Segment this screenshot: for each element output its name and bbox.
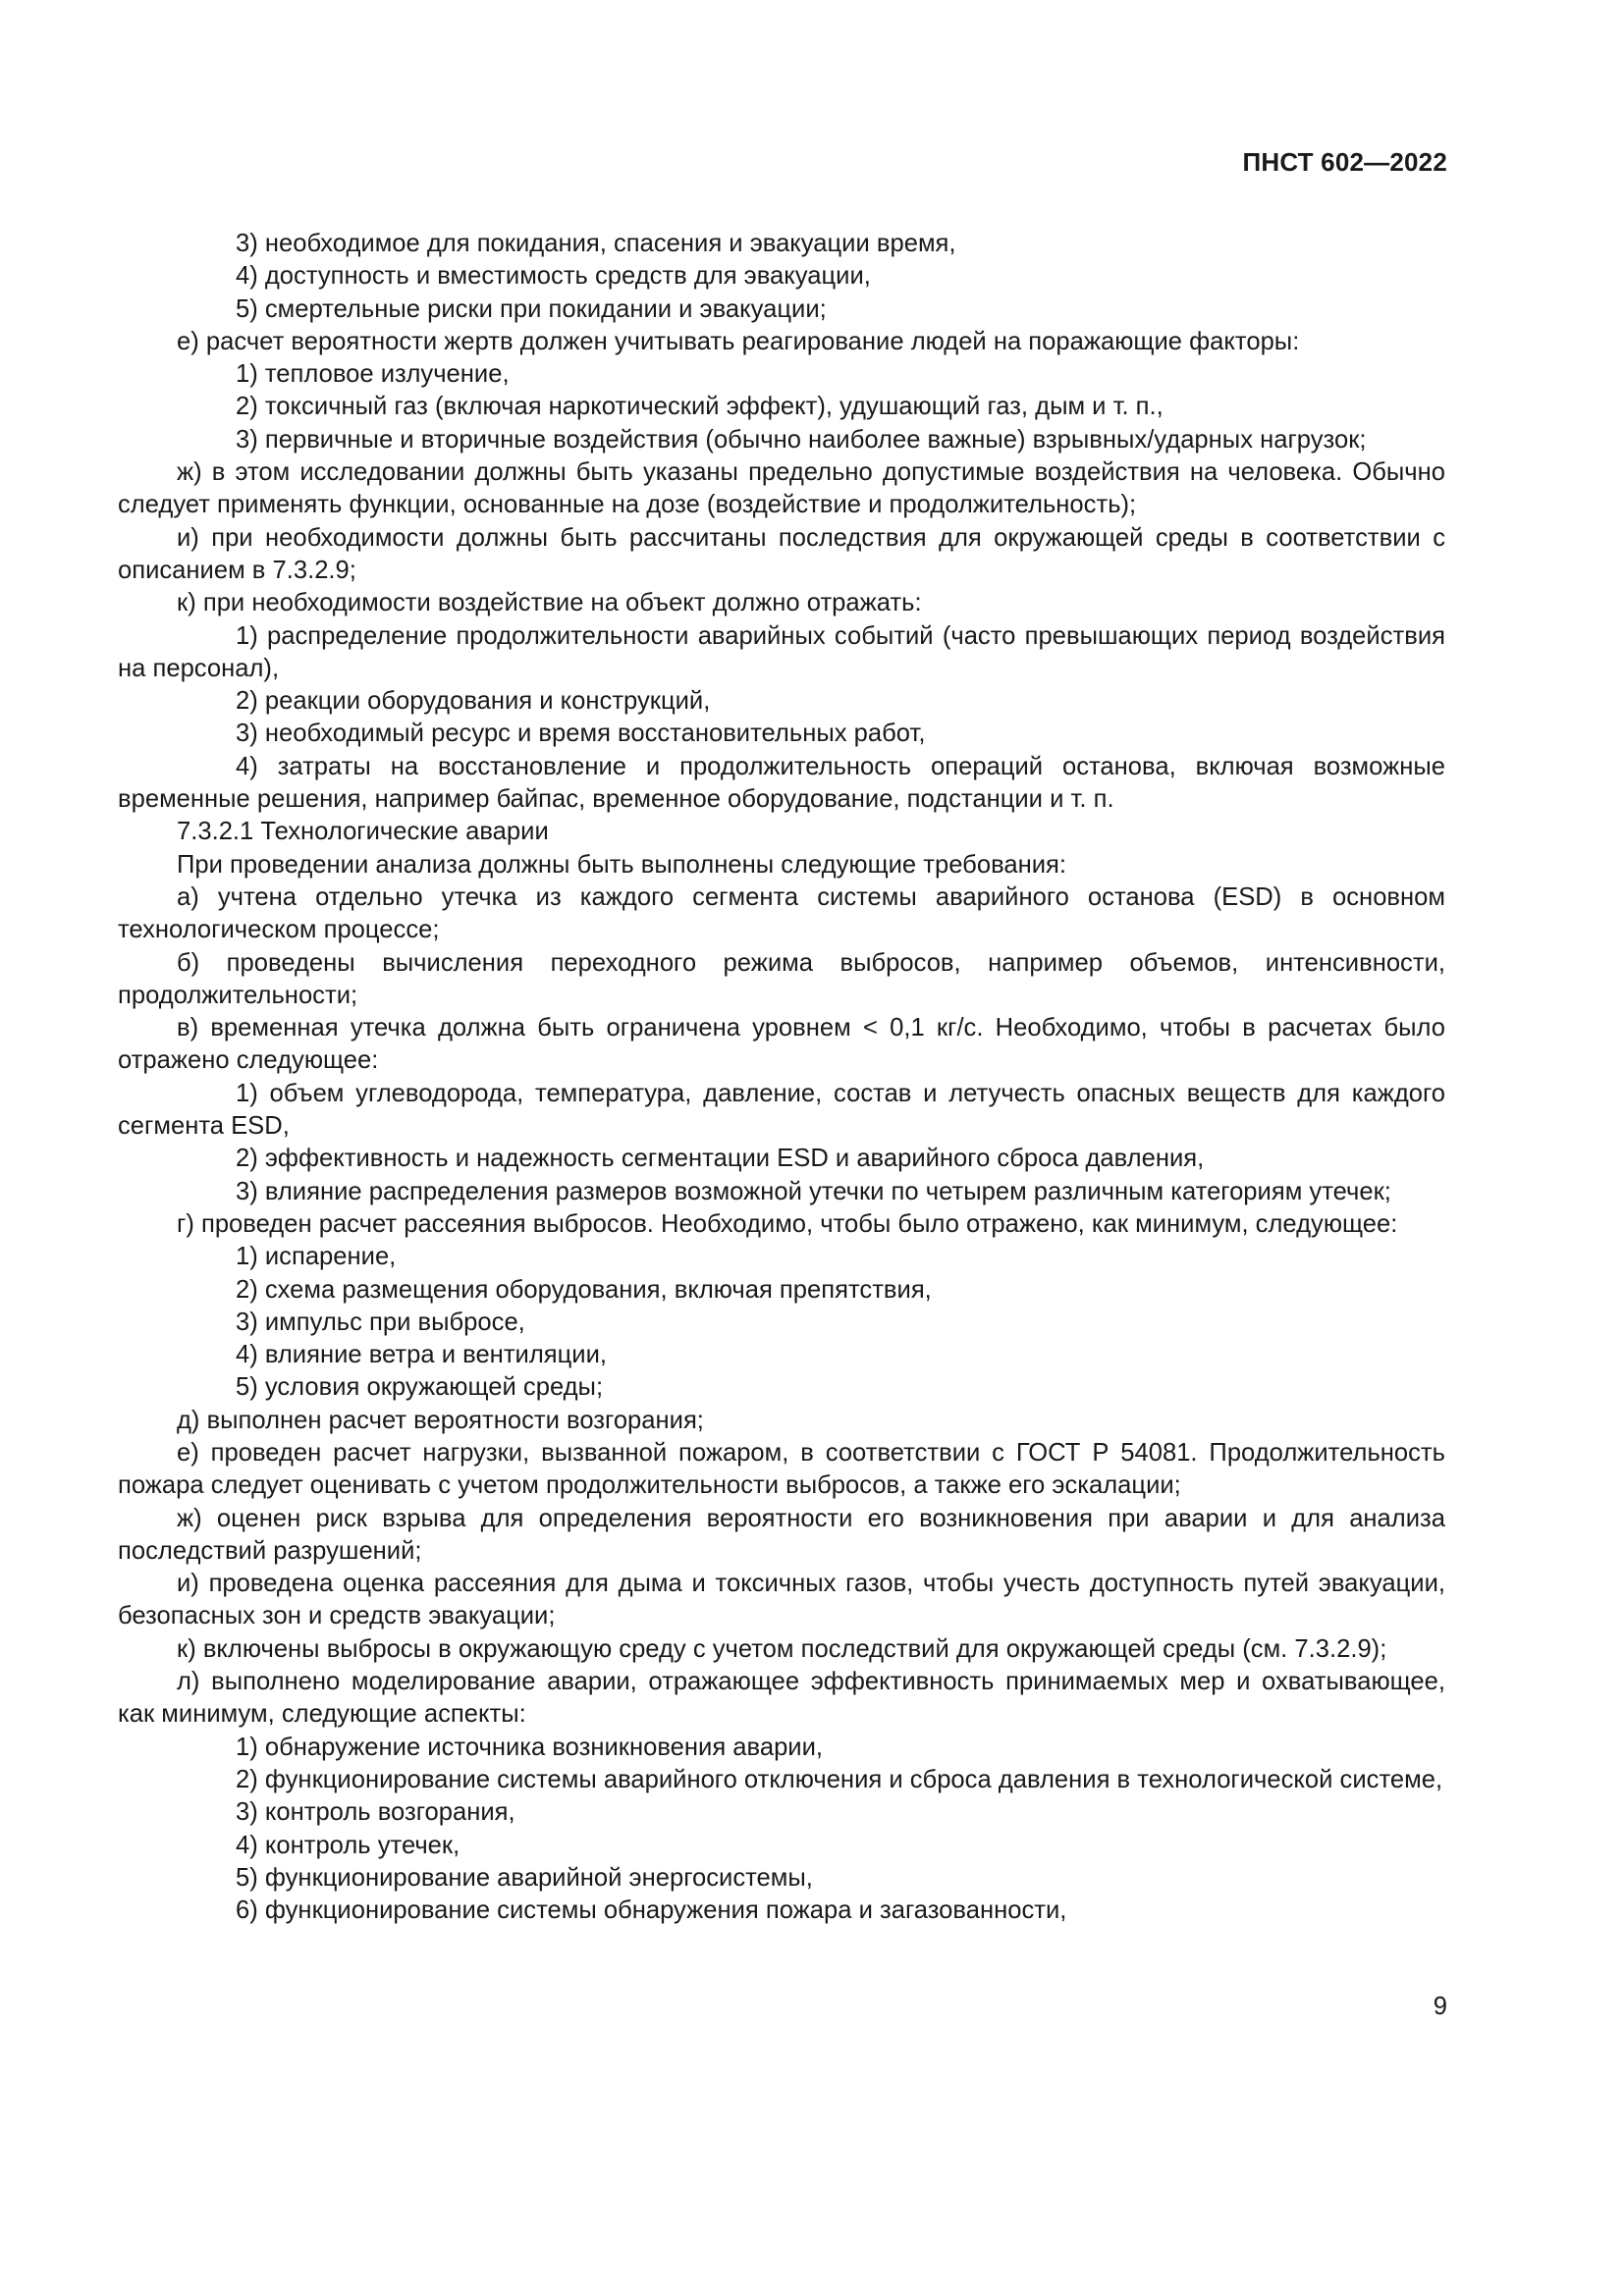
- paragraph: 3) необходимое для покидания, спасения и эвакуации время,: [236, 230, 956, 257]
- paragraph: е) расчет вероятности жертв должен учитывать реагирование людей на поражающие факторы:: [177, 327, 1300, 355]
- paragraph: к) при необходимости воздействие на объект должно отражать:: [177, 589, 922, 617]
- paragraph: 3) контроль возгорания,: [236, 1798, 515, 1827]
- paragraph: 1) обнаружение источника возникновения аварии,: [236, 1733, 824, 1761]
- paragraph: к) включены выбросы в окружающую среду с учетом последствий для окружающей среды (см. 7.3.2.9);: [177, 1634, 1387, 1663]
- paragraph: ж) в этом исследовании должны быть указаны предельно допустимые воздействия на человека. Обычно следует применять функции, основанные на дозе (воздействие и продолжительность);: [118, 458, 1445, 519]
- paragraph: 2) функционирование системы аварийного отключения и сброса давления в технологической системе,: [236, 1765, 1443, 1793]
- paragraph: д) выполнен расчет вероятности возгорания;: [177, 1406, 704, 1434]
- paragraph: 5) условия окружающей среды;: [236, 1373, 604, 1402]
- paragraph: 2) реакции оборудования и конструкций,: [236, 687, 711, 716]
- paragraph: 5) функционирование аварийной энергосистемы,: [236, 1863, 813, 1892]
- paragraph: 2) схема размещения оборудования, включая препятствия,: [236, 1275, 932, 1304]
- paragraph: б) проведены вычисления переходного режима выбросов, например объемов, интенсивности, продолжительности;: [118, 948, 1445, 1009]
- section-heading: 7.3.2.1 Технологические аварии: [177, 818, 549, 846]
- paragraph: 1) тепловое излучение,: [236, 360, 510, 389]
- paragraph: 3) влияние распределения размеров возможной утечки по четырем различным категориям утечек;: [236, 1177, 1391, 1205]
- paragraph: 3) необходимый ресурс и время восстановительных работ,: [236, 720, 926, 748]
- paragraph: 1) испарение,: [236, 1243, 397, 1271]
- paragraph: 4) контроль утечек,: [236, 1831, 460, 1859]
- paragraph: 3) импульс при выбросе,: [236, 1308, 525, 1336]
- paragraph: 4) влияние ветра и вентиляции,: [236, 1341, 607, 1369]
- paragraph: в) временная утечка должна быть ограничена уровнем < 0,1 кг/с. Необходимо, чтобы в расчетах было отражено следующее:: [118, 1014, 1445, 1075]
- paragraph: ж) оценен риск взрыва для определения вероятности его возникновения при аварии и для анализа последствий разрушений;: [118, 1504, 1445, 1565]
- paragraph: и) при необходимости должны быть рассчитаны последствия для окружающей среды в соответствии с описанием в 7.3.2.9;: [118, 523, 1445, 584]
- paragraph: 2) эффективность и надежность сегментации ESD и аварийного сброса давления,: [236, 1145, 1205, 1173]
- page-number: 9: [1433, 1993, 1447, 2020]
- paragraph: 1) объем углеводорода, температура, давление, состав и летучесть опасных веществ для каждого сегмента ESD,: [118, 1079, 1445, 1141]
- paragraph: 2) токсичный газ (включая наркотический эффект), удушающий газ, дым и т. п.,: [236, 393, 1164, 421]
- paragraph: и) проведена оценка рассеяния для дыма и токсичных газов, чтобы учесть доступность путей эвакуации, безопасных зон и средств эвакуации;: [118, 1570, 1445, 1630]
- document-body: [118, 228, 1445, 1927]
- paragraph: 1) распределение продолжительности аварийных событий (часто превышающих период воздействия на персонал),: [118, 621, 1445, 682]
- document-number: ПНСТ 602—2022: [1242, 147, 1447, 177]
- paragraph: е) проведен расчет нагрузки, вызванной пожаром, в соответствии с ГОСТ Р 54081. Продолжительность пожара следует оценивать с учетом продолжительности выбросов, а также его эскалации;: [118, 1438, 1445, 1500]
- paragraph: 3) первичные и вторичные воздействия (обычно наиболее важные) взрывных/ударных нагрузок;: [236, 425, 1367, 454]
- paragraph: г) проведен расчет рассеяния выбросов. Необходимо, чтобы было отражено, как минимум, следующее:: [177, 1209, 1398, 1238]
- paragraph: л) выполнено моделирование аварии, отражающее эффективность принимаемых мер и охватывающее, как минимум, следующие аспекты:: [118, 1668, 1445, 1729]
- paragraph: 5) смертельные риски при покидании и эвакуации;: [236, 294, 827, 323]
- paragraph: При проведении анализа должны быть выполнены следующие требования:: [177, 850, 1067, 879]
- paragraph: 4) доступность и вместимость средств для эвакуации,: [236, 262, 871, 291]
- paragraph: 4) затраты на восстановление и продолжительность операций останова, включая возможные временные решения, например байпас, временное оборудование, подстанции и т. п.: [118, 752, 1445, 814]
- paragraph: а) учтена отдельно утечка из каждого сегмента системы аварийного останова (ESD) в основном технологическом процессе;: [118, 882, 1445, 944]
- paragraph: 6) функционирование системы обнаружения пожара и загазованности,: [236, 1896, 1067, 1925]
